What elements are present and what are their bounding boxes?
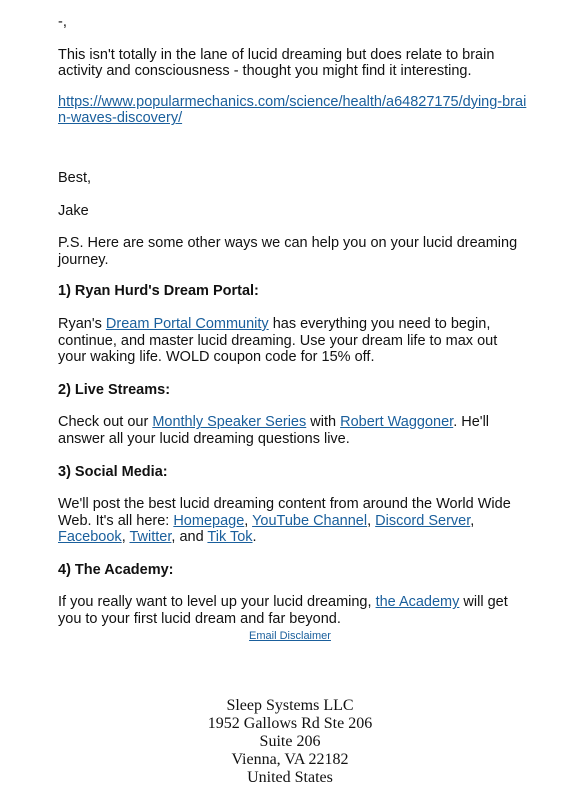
email-body bbox=[58, 14, 528, 628]
section-heading-academy: 4) The Academy: bbox=[58, 561, 174, 578]
article-link[interactable]: https://www.popularmechanics.com/science/health/a64827175/dying-brain-waves-discovery/ bbox=[58, 93, 527, 127]
social-sep-4: , bbox=[121, 529, 130, 546]
signoff: Best, bbox=[58, 169, 92, 186]
social-text-pre: We'll post the best lucid dreaming content from around the World Wide Web. It's all here: bbox=[58, 496, 511, 529]
streams-text-mid: with bbox=[306, 414, 341, 431]
social-text-end: . bbox=[252, 529, 257, 546]
intro-paragraph: This isn't totally in the lane of lucid dreaming but does relate to brain activity and consciousness - thought you might find it interesting. bbox=[58, 46, 495, 80]
social-sep-5: , and bbox=[171, 529, 208, 546]
robert-waggoner-link[interactable]: Robert Waggoner bbox=[340, 414, 454, 431]
homepage-link[interactable]: Homepage bbox=[173, 512, 245, 529]
footer-street: 1952 Gallows Rd Ste 206 bbox=[207, 715, 373, 732]
discord-server-link[interactable]: Discord Server bbox=[375, 512, 471, 529]
portal-text-pre: Ryan's bbox=[58, 315, 106, 332]
section-heading-portal: 1) Ryan Hurd's Dream Portal: bbox=[58, 283, 259, 300]
ps-paragraph: P.S. Here are some other ways we can help you on your lucid dreaming journey. bbox=[58, 235, 518, 268]
monthly-speaker-series-link[interactable]: Monthly Speaker Series bbox=[152, 414, 307, 431]
footer-company: Sleep Systems LLC bbox=[226, 697, 354, 714]
portal-text-post: has everything you need to begin, continue, and master lucid dreaming. Use your dream life to max out your waking life. WOLD coupon code for 15% off. bbox=[58, 315, 498, 366]
streams-text-post: . He'll answer all your lucid dreaming questions live. bbox=[58, 414, 490, 447]
academy-text-post: will get you to your first lucid dream and far beyond. bbox=[58, 594, 508, 628]
tiktok-link[interactable]: Tik Tok bbox=[207, 529, 253, 546]
streams-text-pre: Check out our bbox=[58, 414, 153, 431]
social-sep-3: , bbox=[470, 512, 475, 529]
social-sep-2: , bbox=[367, 512, 376, 529]
footer-country: United States bbox=[247, 769, 333, 786]
article-link-paragraph bbox=[58, 94, 528, 127]
disclaimer-row bbox=[0, 630, 580, 643]
academy-link[interactable]: the Academy bbox=[375, 594, 460, 611]
section-body-streams bbox=[58, 414, 528, 447]
footer-city: Vienna, VA 22182 bbox=[231, 751, 349, 768]
section-heading-social: 3) Social Media: bbox=[58, 463, 168, 480]
academy-text-pre: If you really want to level up your lucid dreaming, bbox=[58, 594, 376, 611]
section-body-social bbox=[58, 496, 528, 546]
footer-suite: Suite 206 bbox=[259, 733, 321, 750]
opening-line: -, bbox=[58, 14, 67, 30]
facebook-link[interactable]: Facebook bbox=[58, 529, 122, 546]
email-disclaimer-link[interactable]: Email Disclaimer bbox=[249, 630, 331, 642]
section-body-portal bbox=[58, 316, 528, 366]
signature: Jake bbox=[58, 202, 89, 219]
section-heading-streams: 2) Live Streams: bbox=[58, 381, 171, 398]
dream-portal-community-link[interactable]: Dream Portal Community bbox=[105, 315, 269, 332]
section-body-academy bbox=[58, 594, 528, 627]
social-sep-1: , bbox=[244, 512, 253, 529]
twitter-link[interactable]: Twitter bbox=[129, 529, 172, 546]
youtube-channel-link[interactable]: YouTube Channel bbox=[252, 512, 368, 529]
